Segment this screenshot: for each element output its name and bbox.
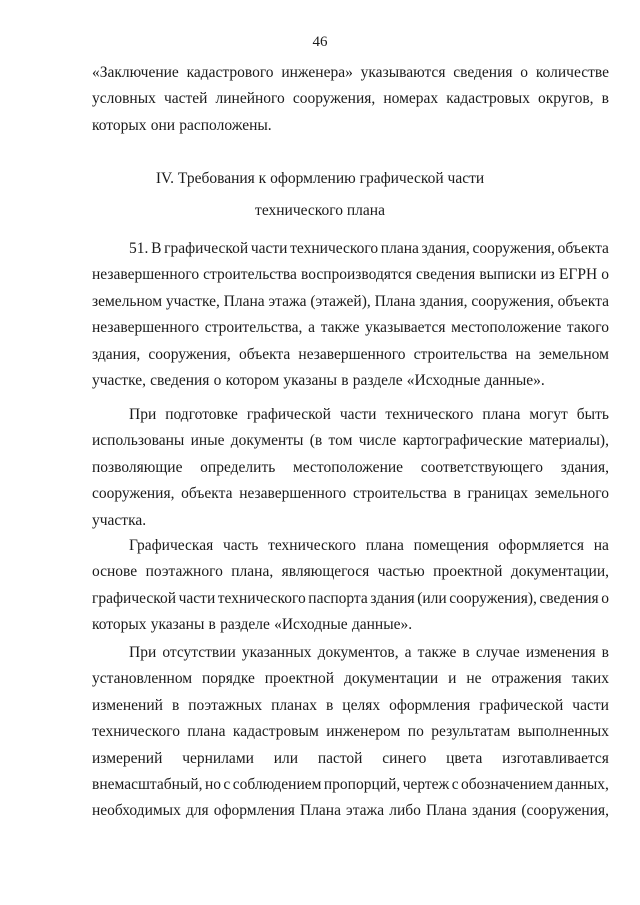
paragraph-4 — [92, 640, 609, 825]
text-line: которых они расположены. — [92, 116, 272, 134]
text-line: графической части технического паспорта здания (или сооружения), сведения о — [92, 589, 609, 607]
text-line: Графическая часть технического плана помещения оформляется на — [129, 537, 609, 554]
text-line: При подготовке графической части технического плана могут быть — [129, 406, 609, 423]
text-line: «Заключение кадастрового инженера» указываются сведения о количестве — [92, 64, 609, 81]
section-heading-line-1: IV. Требования к оформлению графической части — [155, 170, 485, 187]
section-heading-line-2: технического плана — [255, 202, 385, 219]
text-line: установленном порядке проектной документации и не отражения таких — [92, 670, 609, 688]
text-line: здания, сооружения, объекта незавершенного строительства на земельном — [92, 345, 609, 363]
intro-paragraph — [92, 60, 609, 139]
text-line: участка. — [92, 511, 147, 529]
text-line: необходимых для оформления Плана этажа либо Плана здания (сооружения, — [92, 802, 609, 820]
paragraph-2 — [92, 402, 609, 534]
text-line: которых указаны в разделе «Исходные данные». — [92, 616, 413, 634]
text-line: внемасштабный, но с соблюдением пропорций, чертеж с обозначением данных, — [92, 775, 609, 793]
text-line: сооружения, объекта незавершенного строительства в границах земельного — [92, 485, 609, 503]
text-line: условных частей линейного сооружения, номерах кадастровых округов, в — [92, 90, 609, 108]
text-line: технического плана кадастровым инженером по результатам выполненных — [92, 723, 609, 741]
text-line: позволяющие определить местоположение соответствующего здания, — [92, 458, 609, 476]
paragraph-51 — [92, 236, 609, 394]
paragraph-3 — [92, 533, 609, 639]
text-line: незавершенного строительства, а также указывается местоположение такого — [92, 319, 609, 337]
section-heading — [0, 164, 640, 226]
text-line: основе поэтажного плана, являющегося частью проектной документации, — [92, 563, 609, 581]
page-number: 46 — [312, 34, 328, 50]
text-line: 51. В графической части технического плана здания, сооружения, объекта — [129, 240, 609, 257]
text-line: При отсутствии указанных документов, а также в случае изменения в — [129, 644, 609, 661]
text-line: измерений чернилами или пастой синего цвета изготавливается — [92, 749, 609, 767]
text-line: использованы иные документы (в том числе картографические материалы), — [92, 432, 609, 450]
text-line: изменений в поэтажных планах в целях оформления графической части — [92, 696, 609, 714]
text-line: земельном участке, Плана этажа (этажей), Плана здания, сооружения, объекта — [92, 292, 609, 310]
text-line: незавершенного строительства воспроизводятся сведения выписки из ЕГРН о — [92, 266, 609, 284]
text-line: участке, сведения о котором указаны в разделе «Исходные данные». — [92, 371, 545, 389]
